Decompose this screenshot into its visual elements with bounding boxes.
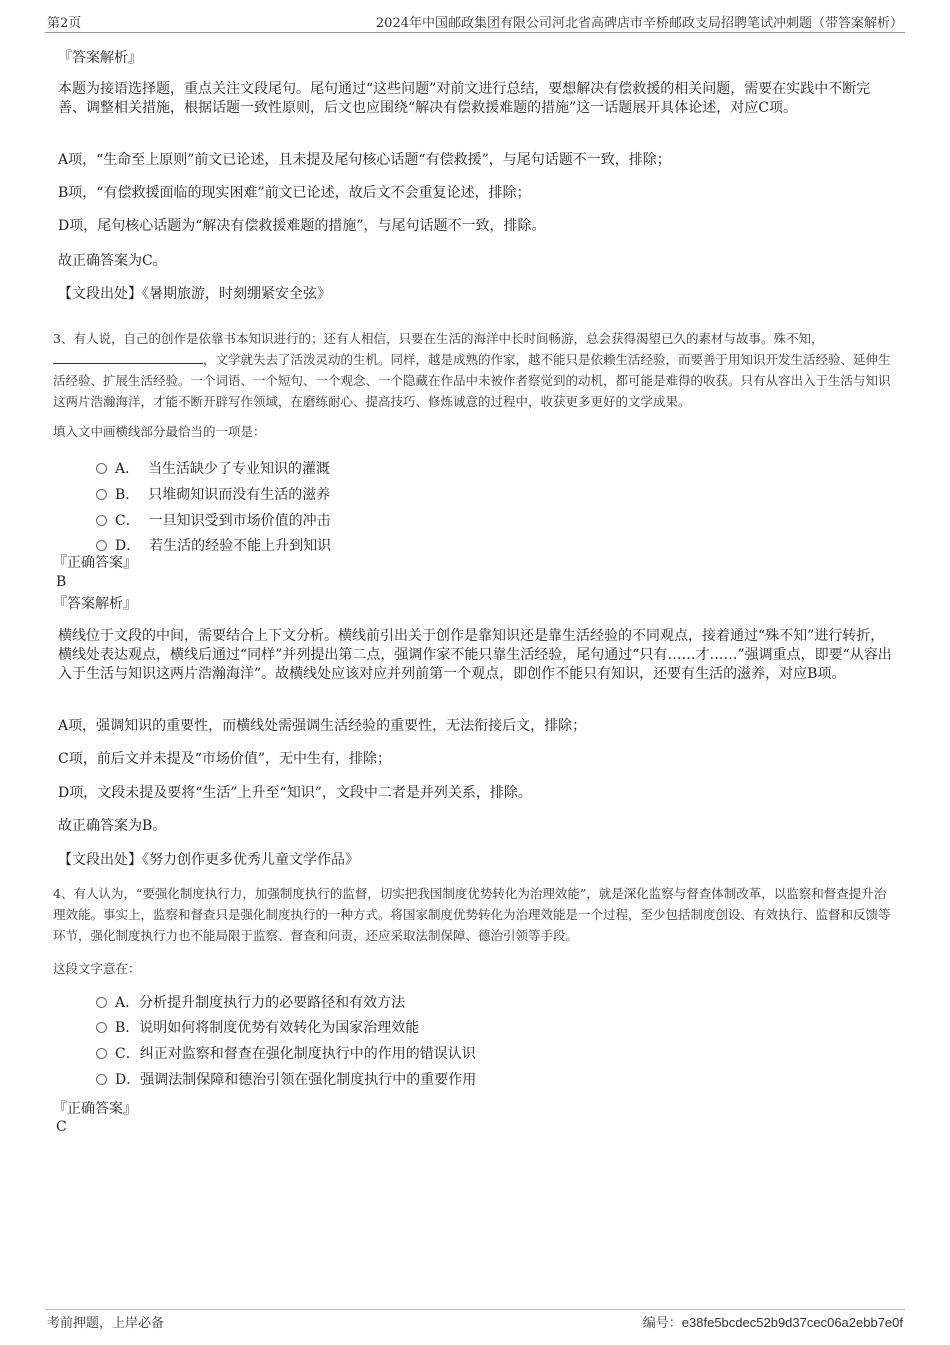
q4-option-a[interactable] <box>96 993 405 1013</box>
option-letter: D． <box>115 1072 141 1088</box>
q2-analysis-label: 『答案解析』 <box>58 50 142 66</box>
q3-option-a-analysis: A项，强调知识的重要性，而横线处需强调生活经验的重要性，无法衔接后文，排除； <box>58 718 587 734</box>
q3-analysis-label: 『答案解析』 <box>53 596 137 612</box>
radio-icon[interactable] <box>96 1048 107 1059</box>
option-text: 强调法制保障和德治引领在强化制度执行中的重要作用 <box>140 1072 477 1088</box>
q2-analysis: 本题为接语选择题，重点关注文段尾句。尾句通过“这些问题”对前文进行总结，要想解决有偿救援的相关问题，需要在实践中不断完善、调整相关措施，根据话题一致性原则，后文也应围绕“解决有偿救援难题的措施”这一话题展开具体论述，对应C项。 <box>58 81 871 116</box>
option-letter: A． <box>115 995 140 1011</box>
radio-icon[interactable] <box>96 997 107 1008</box>
q2-source: 【文段出处】《暑期旅游，时刻绷紧安全弦》 <box>58 286 331 302</box>
footer-code-value: e38fe5bcdec52b9d37cec06a2ebb7e0f <box>681 1315 903 1330</box>
q3-option-d-analysis: D项，文段未提及要将“生活”上升至“知识”，文段中二者是并列关系，排除。 <box>58 785 532 801</box>
q3-stem-part1: 3、有人说，自己的创作是依靠书本知识进行的；还有人相信，只要在生活的海洋中长时间畅游，总会获得渴望已久的素材与故事。殊不知， <box>53 331 824 346</box>
q3-source: 【文段出处】《努力创作更多优秀儿童文学作品》 <box>58 852 359 868</box>
header-divider <box>45 32 905 33</box>
q4-option-b[interactable] <box>96 1018 419 1038</box>
q2-option-b-analysis: B项，“有偿救援面临的现实困难”前文已论述，故后文不会重复论述，排除； <box>58 185 531 201</box>
option-text: 当生活缺少了专业知识的灌溉 <box>148 461 331 477</box>
q3-option-c-analysis: C项，前后文并未提及“市场价值”，无中生有，排除； <box>58 751 392 767</box>
option-text: 分析提升制度执行力的必要路径和有效方法 <box>139 995 406 1011</box>
radio-icon[interactable] <box>96 1074 107 1085</box>
q3-option-c[interactable] <box>96 511 331 531</box>
option-letter: C． <box>115 513 140 529</box>
footer-slogan: 考前押题，上岸必备 <box>47 1316 165 1331</box>
q2-conclusion: 故正确答案为C。 <box>58 253 167 269</box>
option-letter: D． <box>115 538 141 554</box>
page-number: 第2页 <box>47 16 82 31</box>
q2-option-d-analysis: D项，尾句核心话题为“解决有偿救援难题的措施”，与尾句话题不一致，排除。 <box>58 218 546 234</box>
q3-stem-part2: ，文学就失去了活泼灵动的生机。同样，越是成熟的作家，越不能只是依赖生活经验，而要善于用知识开发生活经验、延伸生活经验、扩展生活经验。一个词语、一个短句、一个观念、一个隐藏在作品中未被作者察觉到的动机，都可能是难得的收获。只有从容出入于生活与知识这两片浩瀚海洋，才能不断开辟写作领域，在磨练耐心、提高技巧、修炼诚意的过程中，收获更多更好的文学成果。 <box>53 352 891 409</box>
option-text: 纠正对监察和督查在强化制度执行中的作用的错误认识 <box>139 1046 476 1062</box>
q4-prompt: 这段文字意在： <box>53 961 141 976</box>
option-text: 只堆砌知识而没有生活的滋养 <box>148 487 331 503</box>
option-letter: B． <box>115 487 140 503</box>
q4-answer-label: 『正确答案』 <box>53 1101 137 1117</box>
radio-icon[interactable] <box>96 540 107 551</box>
q3-answer: B <box>56 574 67 590</box>
q3-fill-blank <box>53 349 203 364</box>
radio-icon[interactable] <box>96 515 107 526</box>
q2-option-a-analysis: A项，“生命至上原则”前文已论述，且未提及尾句核心话题“有偿救援”，与尾句话题不一致，排除； <box>58 152 671 168</box>
option-text: 若生活的经验不能上升到知识 <box>149 538 332 554</box>
radio-icon[interactable] <box>96 463 107 474</box>
option-text: 一旦知识受到市场价值的冲击 <box>148 513 331 529</box>
q3-analysis: 横线位于文段的中间，需要结合上下文分析。横线前引出关于创作是靠知识还是靠生活经验的不同观点，接着通过“殊不知”进行转折，横线处表达观点，横线后通过“同样”并列提出第二点，强调作家不能只靠生活经验，尾句通过“只有……才……”强调重点，即要“从容出入于生活与知识这两片浩瀚海洋”。故横线处应该对应并列前第一个观点，即创作不能只有知识，还要有生活的滋养，对应B项。 <box>58 628 892 682</box>
radio-icon[interactable] <box>96 489 107 500</box>
document-title: 2024年中国邮政集团有限公司河北省高碑店市辛桥邮政支局招聘笔试冲刺题（带答案解析） <box>375 16 903 31</box>
option-letter: B． <box>115 1020 140 1036</box>
q4-stem: 4、有人认为，“要强化制度执行力，加强制度执行的监督，切实把我国制度优势转化为治理效能”，就是深化监察与督查体制改革，以监察和督查提升治理效能。事实上，监察和督查只是强化制度执行的一种方式。将国家制度优势转化为治理效能是一个过程，至少包括制度创设、有效执行、监督和反馈等环节，强化制度执行力也不能局限于监察、督查和问责，还应采取法制保障、德治引领等手段。 <box>53 886 891 943</box>
footer-code-label: 编号： <box>642 1316 682 1331</box>
option-text: 说明如何将制度优势有效转化为国家治理效能 <box>139 1020 420 1036</box>
footer-code <box>643 1312 903 1331</box>
q3-conclusion: 故正确答案为B。 <box>58 818 167 834</box>
option-letter: A． <box>115 461 140 477</box>
q3-option-b[interactable] <box>96 485 330 505</box>
q3-prompt: 填入文中画横线部分最恰当的一项是： <box>53 424 266 439</box>
option-letter: C． <box>115 1046 140 1062</box>
radio-icon[interactable] <box>96 1022 107 1033</box>
q3-answer-label: 『正确答案』 <box>53 555 137 571</box>
q4-option-d[interactable] <box>96 1070 476 1090</box>
q3-option-a[interactable] <box>96 459 330 479</box>
q4-option-c[interactable] <box>96 1044 476 1064</box>
q3-stem <box>53 328 893 412</box>
footer-divider <box>45 1309 905 1310</box>
q4-answer: C <box>56 1119 67 1135</box>
